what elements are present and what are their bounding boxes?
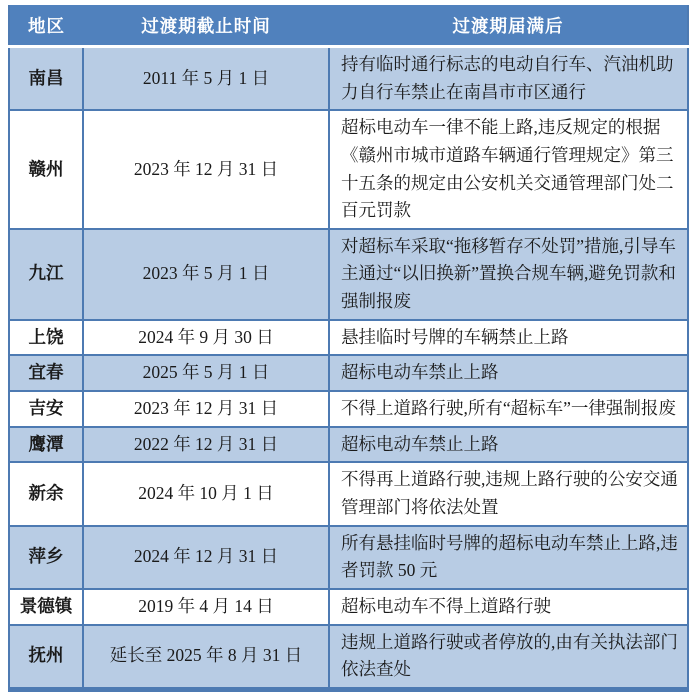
deadline-cell: 2024 年 9 月 30 日	[83, 320, 329, 356]
after-expiry-cell: 违规上道路行驶或者停放的,由有关执法部门依法查处	[329, 625, 688, 690]
table-row	[9, 229, 688, 320]
after-expiry-cell: 超标电动车不得上道路行驶	[329, 589, 688, 625]
deadline-cell: 2023 年 5 月 1 日	[83, 229, 329, 320]
table-row	[9, 391, 688, 427]
deadline-cell: 2011 年 5 月 1 日	[83, 47, 329, 111]
region-cell: 宜春	[9, 355, 83, 391]
after-expiry-cell: 悬挂临时号牌的车辆禁止上路	[329, 320, 688, 356]
region-cell: 萍乡	[9, 526, 83, 589]
region-cell: 赣州	[9, 110, 83, 229]
region-cell: 南昌	[9, 47, 83, 111]
region-cell: 九江	[9, 229, 83, 320]
after-expiry-cell: 持有临时通行标志的电动自行车、汽油机助力自行车禁止在南昌市市区通行	[329, 47, 688, 111]
column-header-region: 地区	[9, 5, 83, 47]
transition-period-table-wrap	[8, 5, 687, 692]
after-expiry-cell: 不得上道路行驶,所有“超标车”一律强制报废	[329, 391, 688, 427]
after-expiry-cell: 超标电动车禁止上路	[329, 355, 688, 391]
after-expiry-cell: 对超标车采取“拖移暂存不处罚”措施,引导车主通过“以旧换新”置换合规车辆,避免罚款和强制报废	[329, 229, 688, 320]
table-row	[9, 526, 688, 589]
region-cell: 新余	[9, 462, 83, 525]
deadline-cell: 延长至 2025 年 8 月 31 日	[83, 625, 329, 690]
after-expiry-cell: 超标电动车一律不能上路,违反规定的根据《赣州市城市道路车辆通行管理规定》第三十五条的规定由公安机关交通管理部门处二百元罚款	[329, 110, 688, 229]
region-cell: 鹰潭	[9, 427, 83, 463]
deadline-cell: 2023 年 12 月 31 日	[83, 110, 329, 229]
region-cell: 吉安	[9, 391, 83, 427]
region-cell: 景德镇	[9, 589, 83, 625]
deadline-cell: 2023 年 12 月 31 日	[83, 391, 329, 427]
region-cell: 上饶	[9, 320, 83, 356]
column-header-deadline: 过渡期截止时间	[83, 5, 329, 47]
table-row	[9, 355, 688, 391]
table-header	[9, 5, 688, 47]
table-row	[9, 589, 688, 625]
table-row	[9, 427, 688, 463]
after-expiry-cell: 超标电动车禁止上路	[329, 427, 688, 463]
region-cell: 抚州	[9, 625, 83, 690]
after-expiry-cell: 所有悬挂临时号牌的超标电动车禁止上路,违者罚款 50 元	[329, 526, 688, 589]
table-row	[9, 625, 688, 690]
deadline-cell: 2025 年 5 月 1 日	[83, 355, 329, 391]
deadline-cell: 2019 年 4 月 14 日	[83, 589, 329, 625]
table-row	[9, 47, 688, 111]
table-row	[9, 462, 688, 525]
table-row	[9, 110, 688, 229]
deadline-cell: 2022 年 12 月 31 日	[83, 427, 329, 463]
table-row	[9, 320, 688, 356]
deadline-cell: 2024 年 10 月 1 日	[83, 462, 329, 525]
deadline-cell: 2024 年 12 月 31 日	[83, 526, 329, 589]
header-row	[9, 5, 688, 47]
table-body	[9, 47, 688, 690]
column-header-after-expiry: 过渡期届满后	[329, 5, 688, 47]
after-expiry-cell: 不得再上道路行驶,违规上路行驶的公安交通管理部门将依法处置	[329, 462, 688, 525]
transition-period-table	[8, 5, 689, 692]
